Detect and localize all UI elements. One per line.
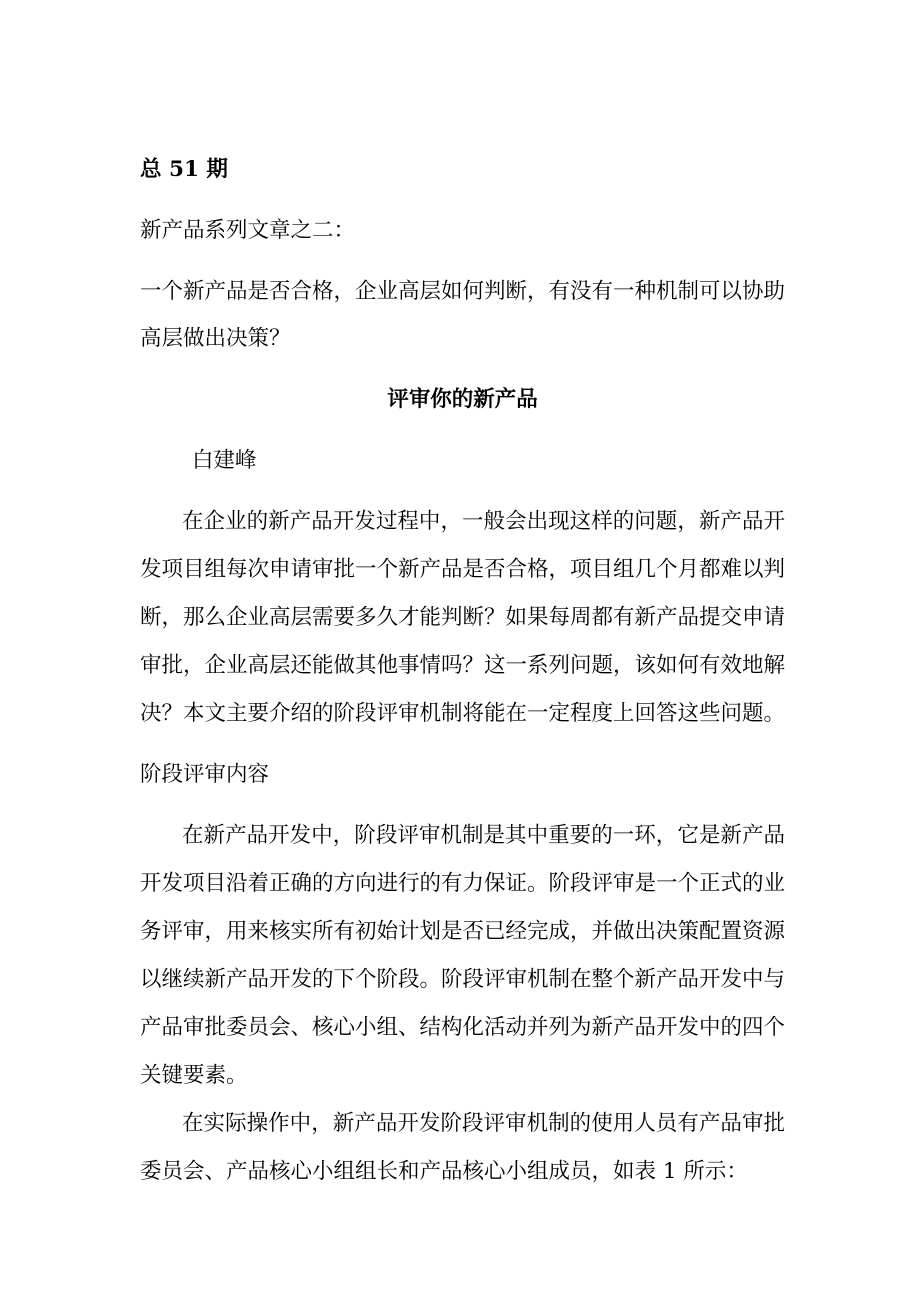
paragraph1-line-5: 决？本文主要介绍的阶段评审机制将能在一定程度上回答这些问题。: [140, 701, 786, 726]
paragraph2-line-6: 关键要素。: [140, 1063, 248, 1088]
paragraph2-line-4: 以继续新产品开发的下个阶段。阶段评审机制在整个新产品开发中与: [140, 967, 786, 992]
paragraph1-line-2: 发项目组每次申请审批一个新产品是否合格，项目组几个月都难以判: [140, 557, 786, 582]
paragraph2-line-1: 在新产品开发中，阶段评审机制是其中重要的一环，它是新产品: [182, 823, 785, 848]
paragraph2-line-5: 产品审批委员会、核心小组、结构化活动并列为新产品开发中的四个: [140, 1015, 786, 1040]
paragraph3-line-1: 在实际操作中，新产品开发阶段评审机制的使用人员有产品审批: [182, 1111, 785, 1136]
lead-line-2: 高层做出决策？: [140, 326, 291, 351]
author-name: 白建峰: [192, 448, 257, 473]
article-title: 评审你的新产品: [387, 387, 538, 412]
series-label: 新产品系列文章之二：: [140, 218, 356, 243]
paragraph1-line-1: 在企业的新产品开发过程中，一般会出现这样的问题，新产品开: [182, 509, 785, 534]
lead-line-1: 一个新产品是否合格，企业高层如何判断，有没有一种机制可以协助: [140, 279, 786, 304]
paragraph3-line-2: 委员会、产品核心小组组长和产品核心小组成员，如表 1 所示：: [140, 1159, 748, 1184]
issue-number: 总 51 期: [140, 157, 228, 182]
paragraph2-line-3: 务评审，用来核实所有初始计划是否已经完成，并做出决策配置资源: [140, 919, 786, 944]
paragraph1-line-3: 断，那么企业高层需要多久才能判断？如果每周都有新产品提交申请: [140, 605, 786, 630]
paragraph2-line-2: 开发项目沿着正确的方向进行的有力保证。阶段评审是一个正式的业: [140, 871, 786, 896]
section-heading: 阶段评审内容: [140, 762, 270, 787]
paragraph1-line-4: 审批，企业高层还能做其他事情吗？这一系列问题，该如何有效地解: [140, 653, 786, 678]
